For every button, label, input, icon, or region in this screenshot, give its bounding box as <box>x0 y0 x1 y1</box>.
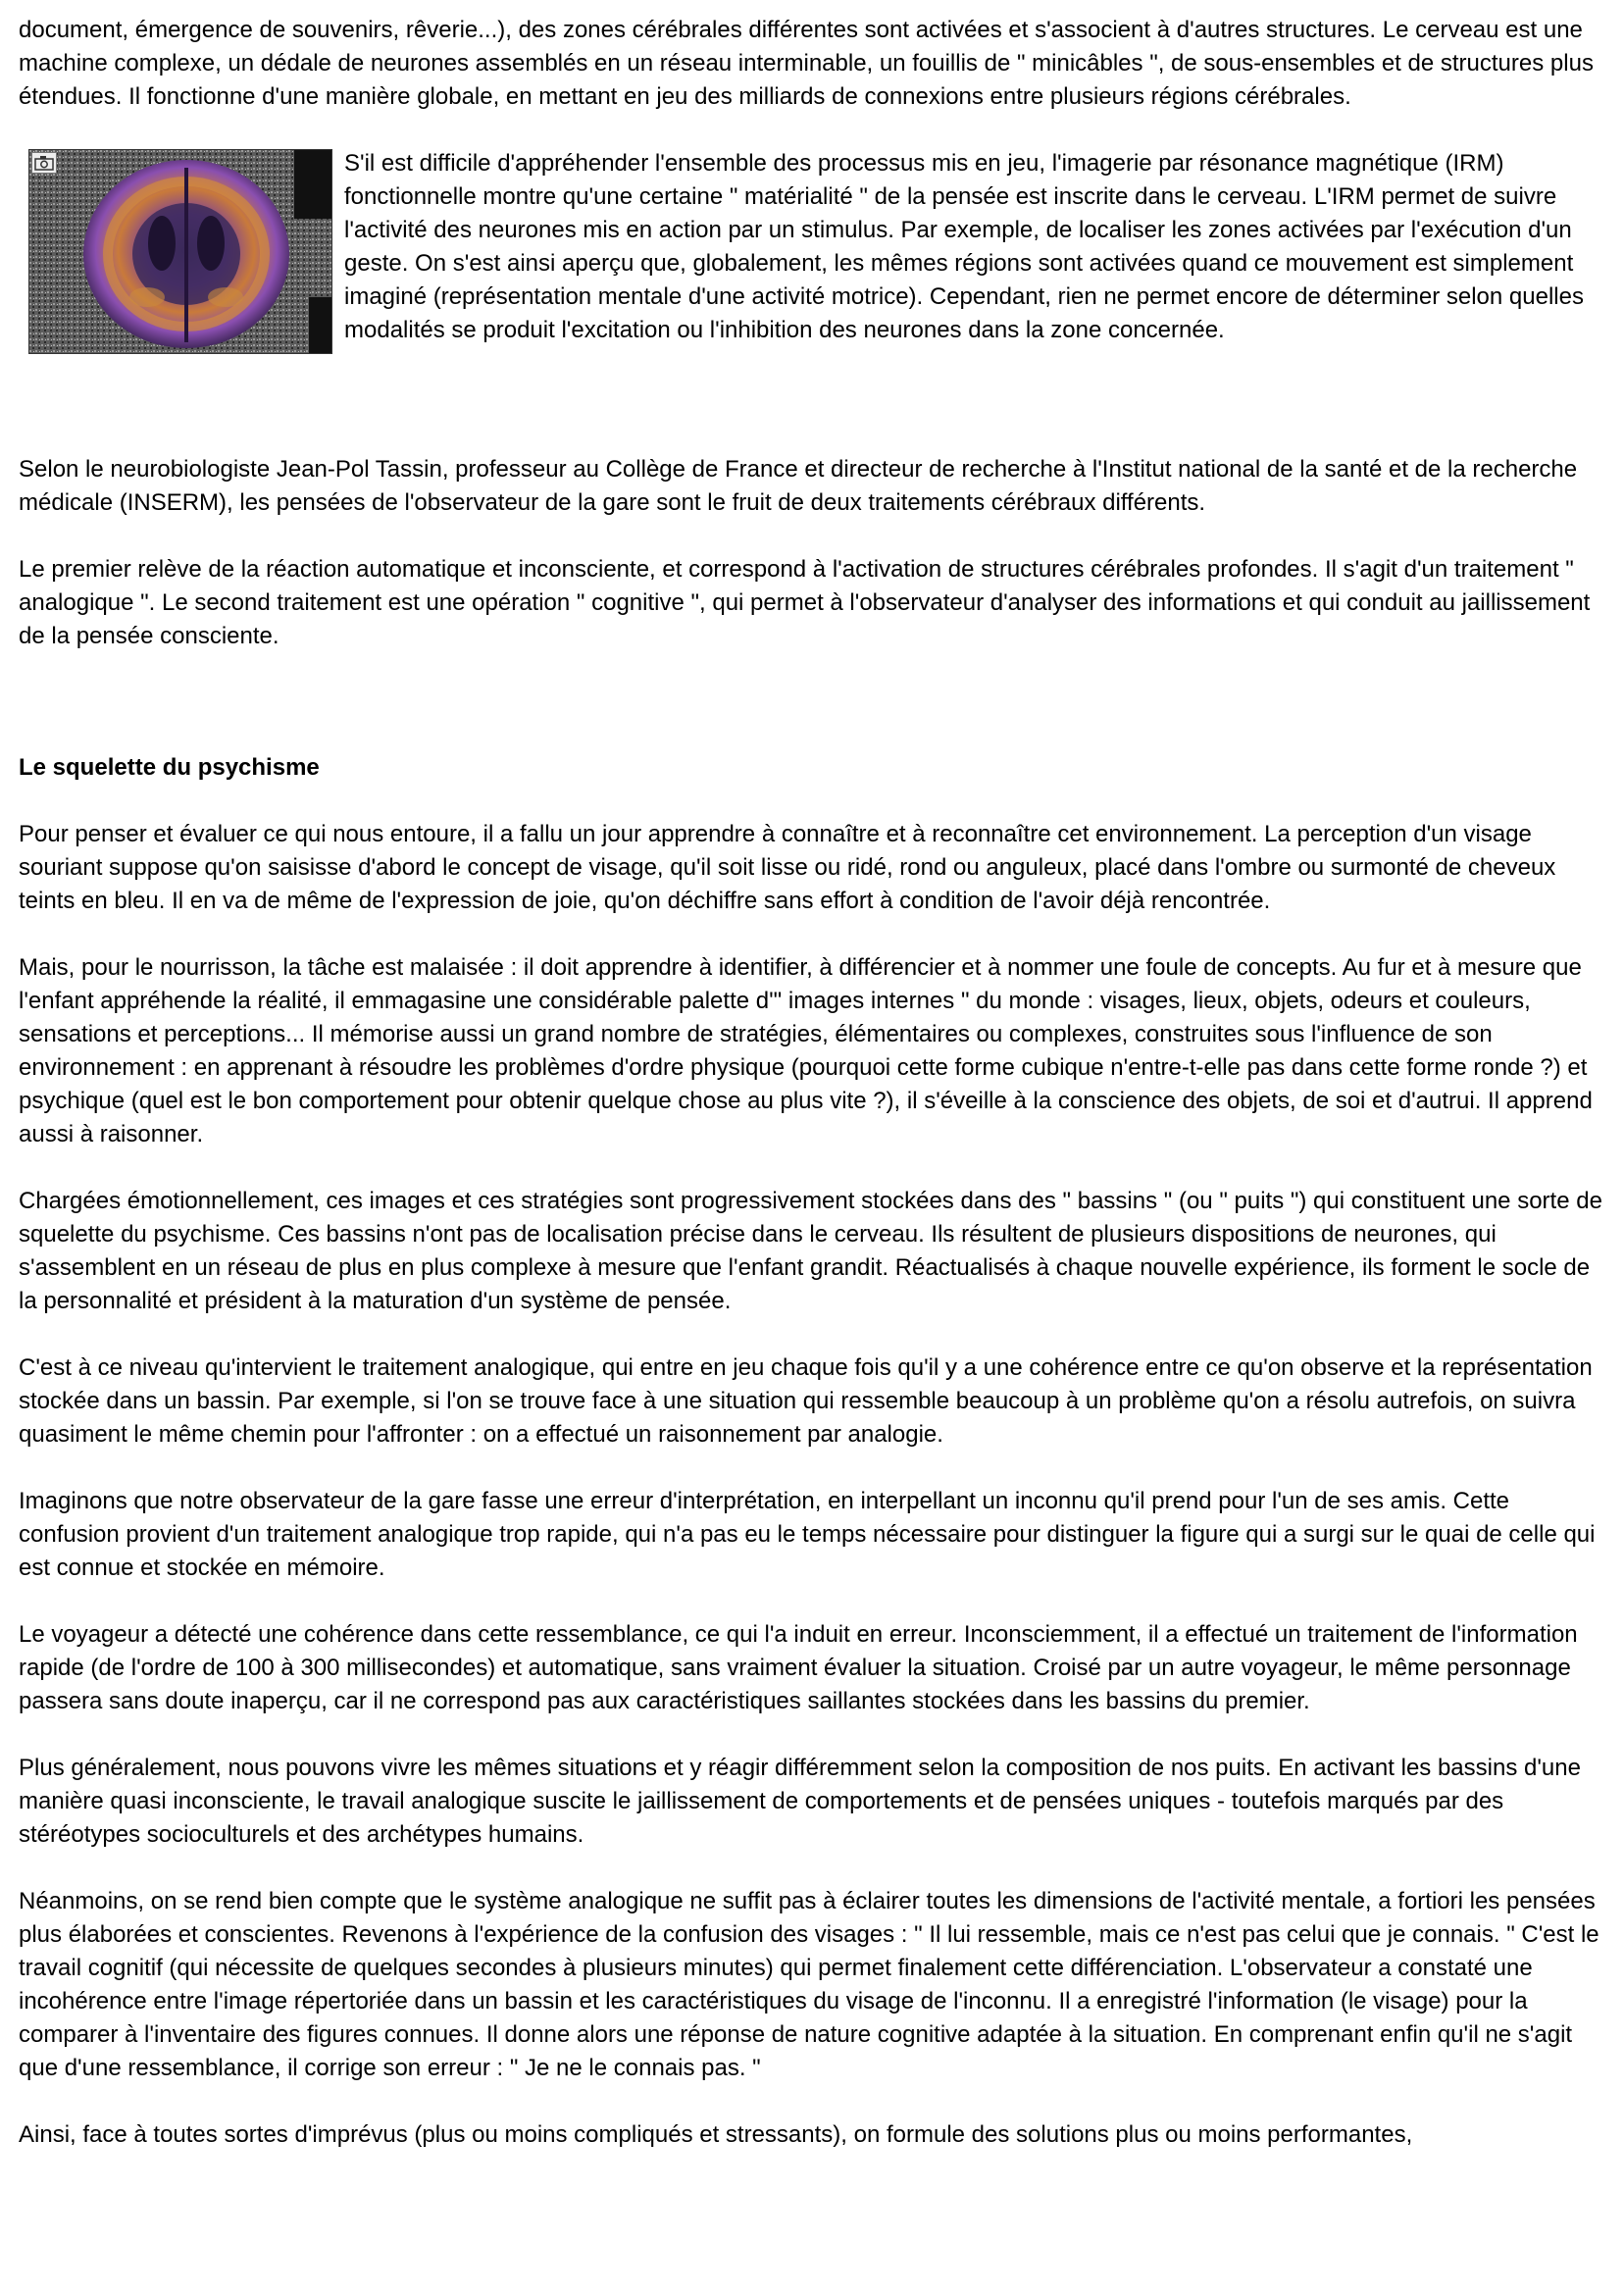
section-paragraph: Pour penser et évaluer ce qui nous entoure, il a fallu un jour apprendre à connaître et à reconnaître cet environnement. La perception d'un visage souriant suppose qu'on saisisse d'abord le concept de visage, qu'il soit lisse ou ridé, rond ou anguleux, placé dans l'ombre ou surmonté de cheveux teints en bleu. Il en va de même de l'expression de joie, qu'on déchiffre sans effort à condition de l'avoir déjà rencontrée. <box>19 821 1556 914</box>
section-paragraph: Le voyageur a détecté une cohérence dans cette ressemblance, ce qui l'a induit en erreur. Inconsciemment, il a effectué un traitement de l'information rapide (de l'ordre de 100 à 300 millisecondes) et automatique, sans vraiment évaluer la situation. Croisé par un autre voyageur, le même personnage passera sans doute inaperçu, car il ne correspond pas aux caractéristiques saillantes stockées dans les bassins du premier. <box>19 1621 1578 1714</box>
section-paragraph: C'est à ce niveau qu'intervient le traitement analogique, qui entre en jeu chaque fois qu'il y a une cohérence entre ce qu'on observe et la représentation stockée dans un bassin. Par exemple, si l'on se trouve face à une situation qui ressemble beaucoup à un problème qu'on a résolu autrefois, on suivra quasiment le même chemin pour l'affronter : on a effectué un raisonnement par analogie. <box>19 1354 1593 1448</box>
section-paragraph: Néanmoins, on se rend bien compte que le système analogique ne suffit pas à éclairer toutes les dimensions de l'activité mentale, a fortiori les pensées plus élaborées et conscientes. Revenons à l'expérience de la confusion des visages : " Il lui ressemble, mais ce n'est pas celui que je connais. " C'est le travail cognitif (qui nécessite de quelques secondes à plusieurs minutes) qui permet finalement cette différenciation. L'observateur a constaté une incohérence entre l'image répertoriée dans un bassin et les caractéristiques du visage de l'inconnu. Il a enregistré l'information (le visage) pour la comparer à l'inventaire des figures connues. Il donne alors une réponse de nature cognitive adaptée à la situation. En comprenant enfin qu'il ne s'agit que d'une ressemblance, il corrige son erreur : " Je ne le connais pas. " <box>19 1888 1599 2081</box>
section-heading: Le squelette du psychisme <box>19 754 320 781</box>
section-paragraph: Chargées émotionnellement, ces images et ces stratégies sont progressivement stockées dans des " bassins " (ou " puits ") qui constituent une sorte de squelette du psychisme. Ces bassins n'ont pas de localisation précise dans le cerveau. Ils résultent de plusieurs dispositions de neurones, qui s'assemblent en un réseau de plus en plus complexe à mesure que l'enfant grandit. Réactualisés à chaque nouvelle expérience, ils forment le socle de la personnalité et président à la maturation d'un système de pensée. <box>19 1188 1602 1314</box>
section-paragraph: Imaginons que notre observateur de la gare fasse une erreur d'interprétation, en interpellant un inconnu qu'il prend pour l'un de ses amis. Cette confusion provient d'un traitement analogique trop rapide, qui n'a pas eu le temps nécessaire pour distinguer la figure qui a surgi sur le quai de celle qui est connue et stockée en mémoire. <box>19 1488 1596 1581</box>
brain-scan-graphic <box>29 150 332 354</box>
section-paragraph: Ainsi, face à toutes sortes d'imprévus (plus ou moins compliqués et stressants), on formule des solutions plus ou moins performantes, <box>19 2121 1413 2148</box>
section-paragraph: Mais, pour le nourrisson, la tâche est malaisée : il doit apprendre à identifier, à différencier et à nommer une foule de concepts. Au fur et à mesure que l'enfant appréhende la réalité, il emmagasine une considérable palette d'" images internes " du monde : visages, lieux, objets, odeurs et couleurs, sensations et perceptions... Il mémorise aussi un grand nombre de stratégies, élémentaires ou complexes, construites sous l'influence de son environnement : en apprenant à résoudre les problèmes d'ordre physique (pourquoi cette forme cubique n'entre-t-elle pas dans cette forme ronde ?) et psychique (quel est le bon comportement pour obtenir quelque chose au plus vite ?), il s'éveille à la conscience des objets, de soi et d'autrui. Il apprend aussi à raisonner. <box>19 954 1593 1147</box>
intro-paragraph: document, émergence de souvenirs, rêverie...), des zones cérébrales différentes sont activées et s'associent à d'autres structures. Le cerveau est une machine complexe, un dédale de neurones assemblés en un réseau interminable, un fouillis de " minicâbles ", de sous-ensembles et de structures plus étendues. Il fonctionne d'une manière globale, en mettant en jeu des milliards de connexions entre plusieurs régions cérébrales. <box>19 17 1594 110</box>
irm-figure-block <box>19 149 1607 387</box>
camera-icon[interactable] <box>31 152 57 174</box>
tassin-paragraph: Selon le neurobiologiste Jean-Pol Tassin, professeur au Collège de France et directeur de recherche à l'Institut national de la santé et de la recherche médicale (INSERM), les pensées de l'observateur de la gare sont le fruit de deux traitements cérébraux différents. <box>19 456 1578 516</box>
premier-paragraph: Le premier relève de la réaction automatique et inconsciente, et correspond à l'activation de structures cérébrales profondes. Il s'agit d'un traitement " analogique ". Le second traitement est une opération " cognitive ", qui permet à l'observateur d'analyser des informations et qui conduit au jaillissement de la pensée consciente. <box>19 556 1591 649</box>
article-page <box>19 14 1607 2152</box>
brain-mri-image[interactable] <box>28 149 332 354</box>
irm-paragraph: S'il est difficile d'appréhender l'ensemble des processus mis en jeu, l'imagerie par résonance magnétique (IRM) fonctionnelle montre qu'une certaine " matérialité " de la pensée est inscrite dans le cerveau. L'IRM permet de suivre l'activité des neurones mis en action par un stimulus. Par exemple, de localiser les zones activées par l'exécution d'un geste. On s'est ainsi aperçu que, globalement, les mêmes régions sont activées quand ce mouvement est simplement imaginé (représentation mentale d'une activité motrice). Cependant, rien ne permet encore de déterminer selon quelles modalités se produit l'excitation ou l'inhibition des neurones dans la zone concernée. <box>344 150 1584 343</box>
section-paragraph: Plus généralement, nous pouvons vivre les mêmes situations et y réagir différemment selon la composition de nos puits. En activant les bassins d'une manière quasi inconsciente, le travail analogique suscite le jaillissement de comportements et de pensées uniques - toutefois marqués par des stéréotypes socioculturels et des archétypes humains. <box>19 1755 1581 1848</box>
